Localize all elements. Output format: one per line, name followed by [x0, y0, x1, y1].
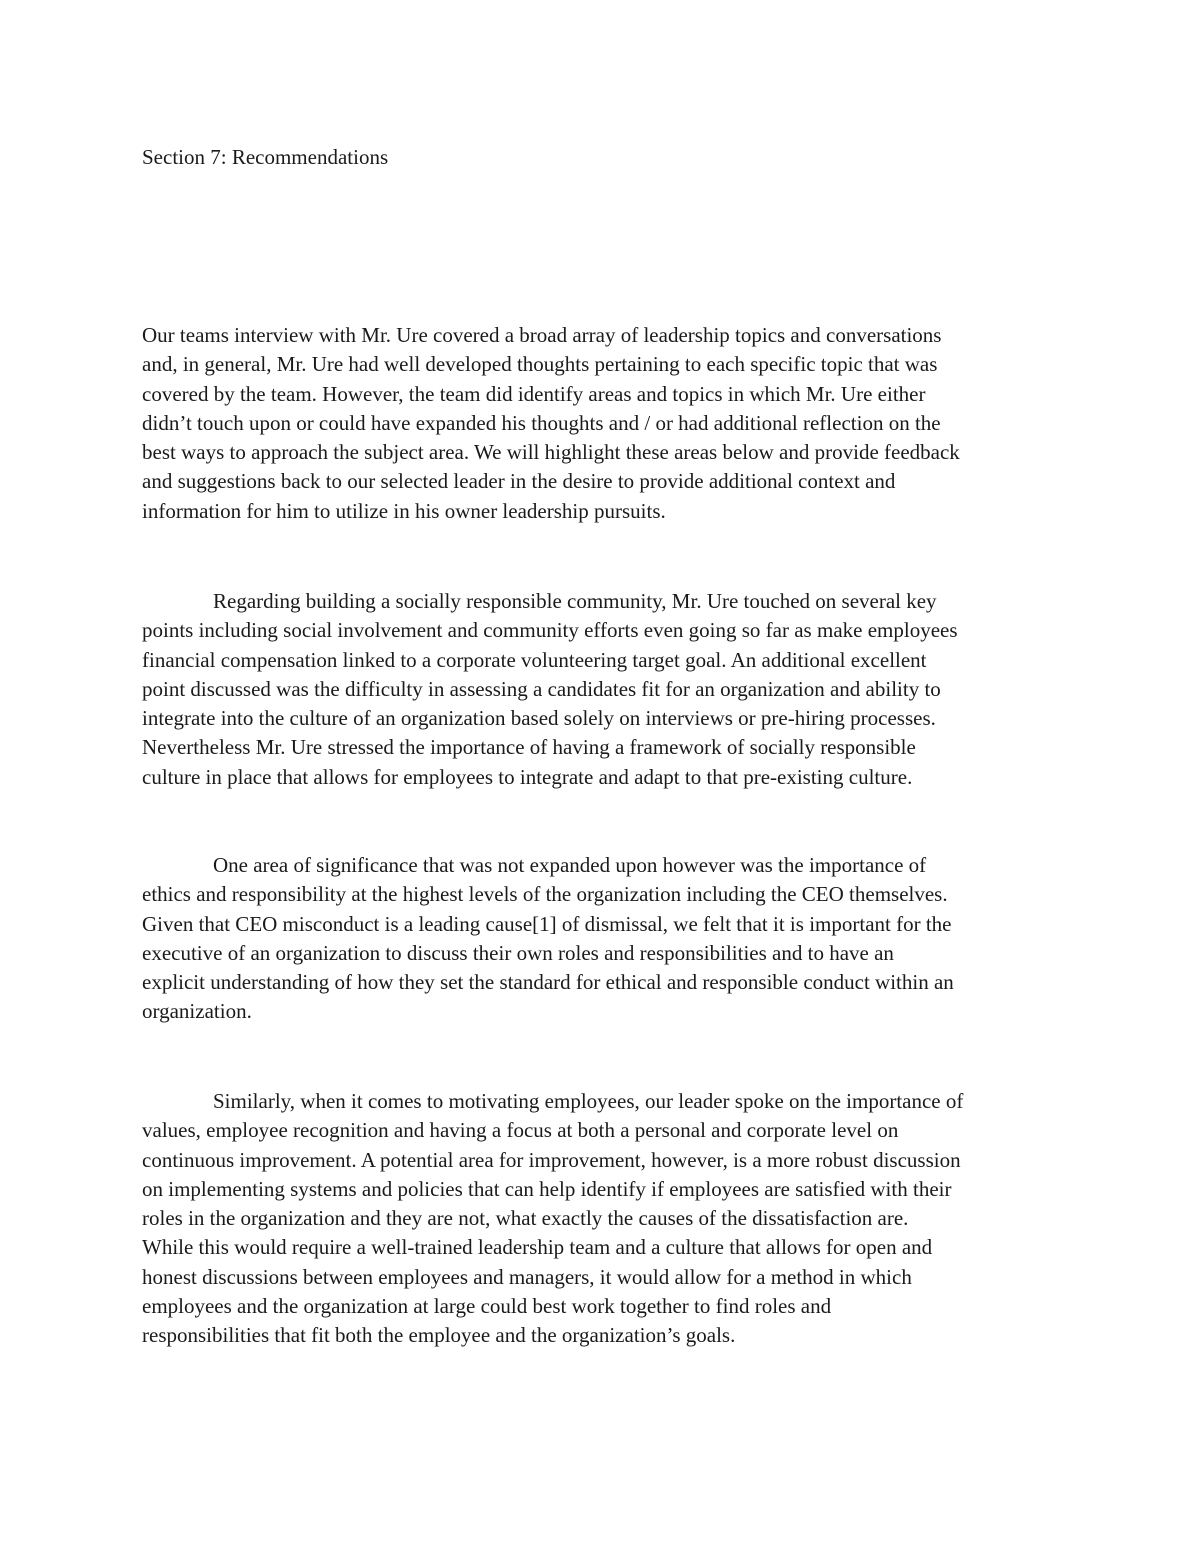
paragraph-line: and, in general, Mr. Ure had well developed thoughts pertaining to each specific topic that was [142, 352, 938, 377]
paragraph-line: covered by the team. However, the team did identify areas and topics in which Mr. Ure either [142, 381, 926, 406]
paragraph-line: culture in place that allows for employees to integrate and adapt to that pre-existing culture. [142, 764, 913, 789]
paragraph-line: One area of significance that was not expanded upon however was the importance of [213, 853, 927, 877]
paragraph-line: Given that CEO misconduct is a leading cause[1] of dismissal, we felt that it is important for the [142, 911, 952, 936]
paragraph-line: information for him to utilize in his owner leadership pursuits. [142, 498, 666, 523]
paragraph-line: explicit understanding of how they set the standard for ethical and responsible conduct within an [142, 970, 954, 995]
paragraph-line: values, employee recognition and having a focus at both a personal and corporate level on [142, 1118, 899, 1143]
paragraph-ethics [142, 851, 1072, 1027]
section-heading: Section 7: Recommendations [142, 145, 389, 169]
paragraph-line: on implementing systems and policies that can help identify if employees are satisfied with their [142, 1176, 952, 1201]
paragraph-line: best ways to approach the subject area. We will highlight these areas below and provide feedback [142, 440, 960, 465]
paragraph-line: continuous improvement. A potential area for improvement, however, is a more robust discussion [142, 1147, 961, 1172]
paragraph-line: responsibilities that fit both the employee and the organization’s goals. [142, 1323, 736, 1348]
paragraph-line: financial compensation linked to a corporate volunteering target goal. An additional excellent [142, 647, 927, 672]
paragraph-line: Regarding building a socially responsible community, Mr. Ure touched on several key [213, 589, 937, 613]
paragraph-line: employees and the organization at large could best work together to find roles and [142, 1294, 832, 1319]
paragraph-line: Our teams interview with Mr. Ure covered a broad array of leadership topics and conversations [142, 323, 942, 347]
paragraph-line: points including social involvement and community efforts even going so far as make employees [142, 618, 958, 643]
paragraph-line: didn’t touch upon or could have expanded his thoughts and / or had additional reflection on the [142, 410, 941, 435]
paragraph-line: Similarly, when it comes to motivating employees, our leader spoke on the importance of [213, 1089, 964, 1113]
paragraph-line: ethics and responsibility at the highest levels of the organization including the CEO themselves. [142, 882, 948, 907]
paragraph-line: integrate into the culture of an organization based solely on interviews or pre-hiring processes. [142, 706, 936, 731]
paragraph-line: While this would require a well-trained leadership team and a culture that allows for open and [142, 1235, 933, 1260]
paragraph-social-responsibility [142, 587, 1072, 792]
paragraph-line: executive of an organization to discuss their own roles and responsibilities and to have an [142, 940, 894, 965]
paragraph-line: and suggestions back to our selected leader in the desire to provide additional context and [142, 469, 896, 494]
paragraph-line: point discussed was the difficulty in assessing a candidates fit for an organization and ability to [142, 676, 941, 701]
paragraph-motivation [142, 1087, 1072, 1351]
paragraph-line: honest discussions between employees and managers, it would allow for a method in which [142, 1264, 912, 1289]
paragraph-line: Nevertheless Mr. Ure stressed the importance of having a framework of socially responsible [142, 735, 916, 760]
paragraph-line: organization. [142, 999, 252, 1024]
paragraph-interview-summary [142, 321, 1072, 526]
paragraph-line: roles in the organization and they are not, what exactly the causes of the dissatisfaction are. [142, 1206, 909, 1231]
